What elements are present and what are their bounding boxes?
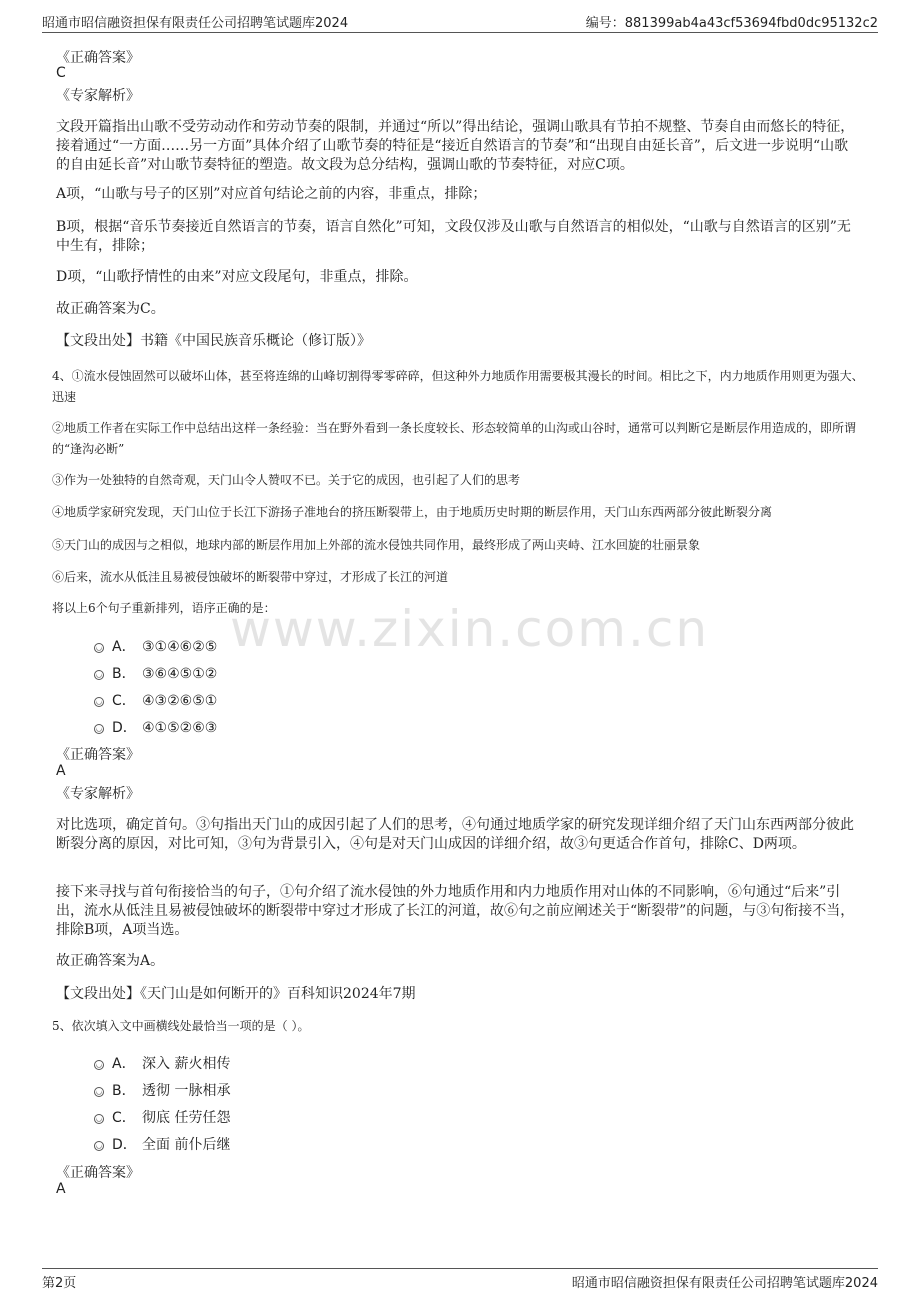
page-footer [42, 1268, 878, 1291]
q4-analysis-paragraph: 对比选项，确定首句。③句指出天门山的成因引起了人们的思考，④句通过地质学家的研究发现详细介绍了天门山东西两部分彼此断裂分离的原因，对比可知，③句为背景引入，④句是对天门山成因的详细介绍，故③句更适合作首句，排除C、D两项。 [56, 817, 854, 852]
q4-sentence: ⑤天门山的成因与之相似，地球内部的断层作用加上外部的流水侵蚀共同作用，最终形成了两山夹峙、江水回旋的壮丽景象 [52, 538, 701, 552]
q3-analysis-label: 《专家解析》 [56, 88, 140, 104]
q3-source: 【文段出处】书籍《中国民族音乐概论（修订版）》 [56, 333, 371, 349]
q3-analysis-paragraph: 文段开篇指出山歌不受劳动动作和劳动节奏的限制，并通过“所以”得出结论，强调山歌具有节拍不规整、节奏自由而悠长的特征，接着通过“一方面……另一方面”具体介绍了山歌节奏的特征是“接近自然语言的节奏”和“出现自由延长音”，后文进一步说明“山歌的自由延长音”对山歌节奏特征的塑造。故文段为总分结构，强调山歌的节奏特征，对应C项。 [56, 119, 855, 173]
q5-option-b[interactable]: B． 透彻 一脉相承 [94, 1080, 230, 1100]
q4-answer-label: 《正确答案》 [56, 747, 140, 763]
footer-title: 昭通市昭信融资担保有限责任公司招聘笔试题库2024 [571, 1276, 878, 1291]
q5-option-c[interactable]: C． 彻底 任劳任怨 [94, 1107, 230, 1127]
q3-conclusion: 故正确答案为C。 [56, 301, 165, 317]
q4-analysis-paragraph: 接下来寻找与首句衔接恰当的句子，①句介绍了流水侵蚀的外力地质作用和内力地质作用对山体的不同影响，⑥句通过“后来”引出，流水从低洼且易被侵蚀破坏的断裂带中穿过才形成了长江的河道，故⑥句之前应阐述关于“断裂带”的问题，与③句衔接不当，排除B项，A项当选。 [56, 884, 855, 938]
q4-conclusion: 故正确答案为A。 [56, 953, 165, 969]
q4-sentence: ②地质工作者在实际工作中总结出这样一条经验：当在野外看到一条长度较长、形态较简单的山沟或山谷时，通常可以判断它是断层作用造成的，即所谓的“逢沟必断” [52, 421, 857, 456]
q3-answer-label: 《正确答案》 [56, 50, 140, 66]
radio-icon[interactable] [94, 724, 104, 734]
q5-prompt: 5、依次填入文中画横线处最恰当一项的是（ ）。 [52, 1019, 310, 1033]
radio-icon[interactable] [94, 1141, 104, 1151]
q4-answer: A [56, 763, 66, 779]
q3-analysis-paragraph: B项，根据“音乐节奏接近自然语言的节奏，语言自然化”可知，文段仅涉及山歌与自然语言的相似处，“山歌与自然语言的区别”无中生有，排除； [56, 219, 851, 254]
header-title: 昭通市昭信融资担保有限责任公司招聘笔试题库2024 [42, 16, 349, 31]
q4-option-a[interactable]: A． ③①④⑥②⑤ [94, 636, 217, 656]
q5-option-a[interactable]: A． 深入 薪火相传 [94, 1053, 230, 1073]
q4-sentence: 4、①流水侵蚀固然可以破坏山体，甚至将连绵的山峰切割得零零碎碎，但这种外力地质作用需要极其漫长的时间。相比之下，内力地质作用则更为强大、迅速 [52, 369, 864, 404]
q5-option-d[interactable]: D． 全面 前仆后继 [94, 1134, 230, 1154]
q5-answer: A [56, 1181, 66, 1197]
q3-answer: C [56, 65, 66, 81]
radio-icon[interactable] [94, 1060, 104, 1070]
header-doc-number: 编号：881399ab4a43cf53694fbd0dc95132c2 [585, 16, 878, 31]
q5-answer-label: 《正确答案》 [56, 1165, 140, 1181]
q3-analysis-paragraph: D项，“山歌抒情性的由来”对应文段尾句，非重点，排除。 [56, 269, 418, 285]
q4-option-d[interactable]: D． ④①⑤②⑥③ [94, 717, 217, 737]
q3-analysis-paragraph: A项，“山歌与号子的区别”对应首句结论之前的内容，非重点，排除； [56, 186, 487, 202]
q4-sentence: ④地质学家研究发现，天门山位于长江下游扬子准地台的挤压断裂带上，由于地质历史时期的断层作用，天门山东西两部分彼此断裂分离 [52, 505, 773, 519]
radio-icon[interactable] [94, 670, 104, 680]
q4-analysis-label: 《专家解析》 [56, 786, 140, 802]
radio-icon[interactable] [94, 1114, 104, 1124]
q4-prompt: 将以上6个句子重新排列，语序正确的是： [52, 601, 276, 615]
watermark: www.zixin.com.cn [230, 600, 710, 658]
radio-icon[interactable] [94, 643, 104, 653]
q4-option-c[interactable]: C． ④③②⑥⑤① [94, 690, 217, 710]
q4-sentence: ③作为一处独特的自然奇观，天门山令人赞叹不已。关于它的成因，也引起了人们的思考 [52, 473, 521, 487]
radio-icon[interactable] [94, 1087, 104, 1097]
radio-icon[interactable] [94, 697, 104, 707]
page-header [42, 12, 878, 33]
q4-sentence: ⑥后来，流水从低洼且易被侵蚀破坏的断裂带中穿过，才形成了长江的河道 [52, 570, 449, 584]
q4-option-b[interactable]: B． ③⑥④⑤①② [94, 663, 217, 683]
page-number: 第2页 [42, 1276, 77, 1291]
q4-source: 【文段出处】《天门山是如何断开的》百科知识2024年7期 [56, 986, 416, 1002]
